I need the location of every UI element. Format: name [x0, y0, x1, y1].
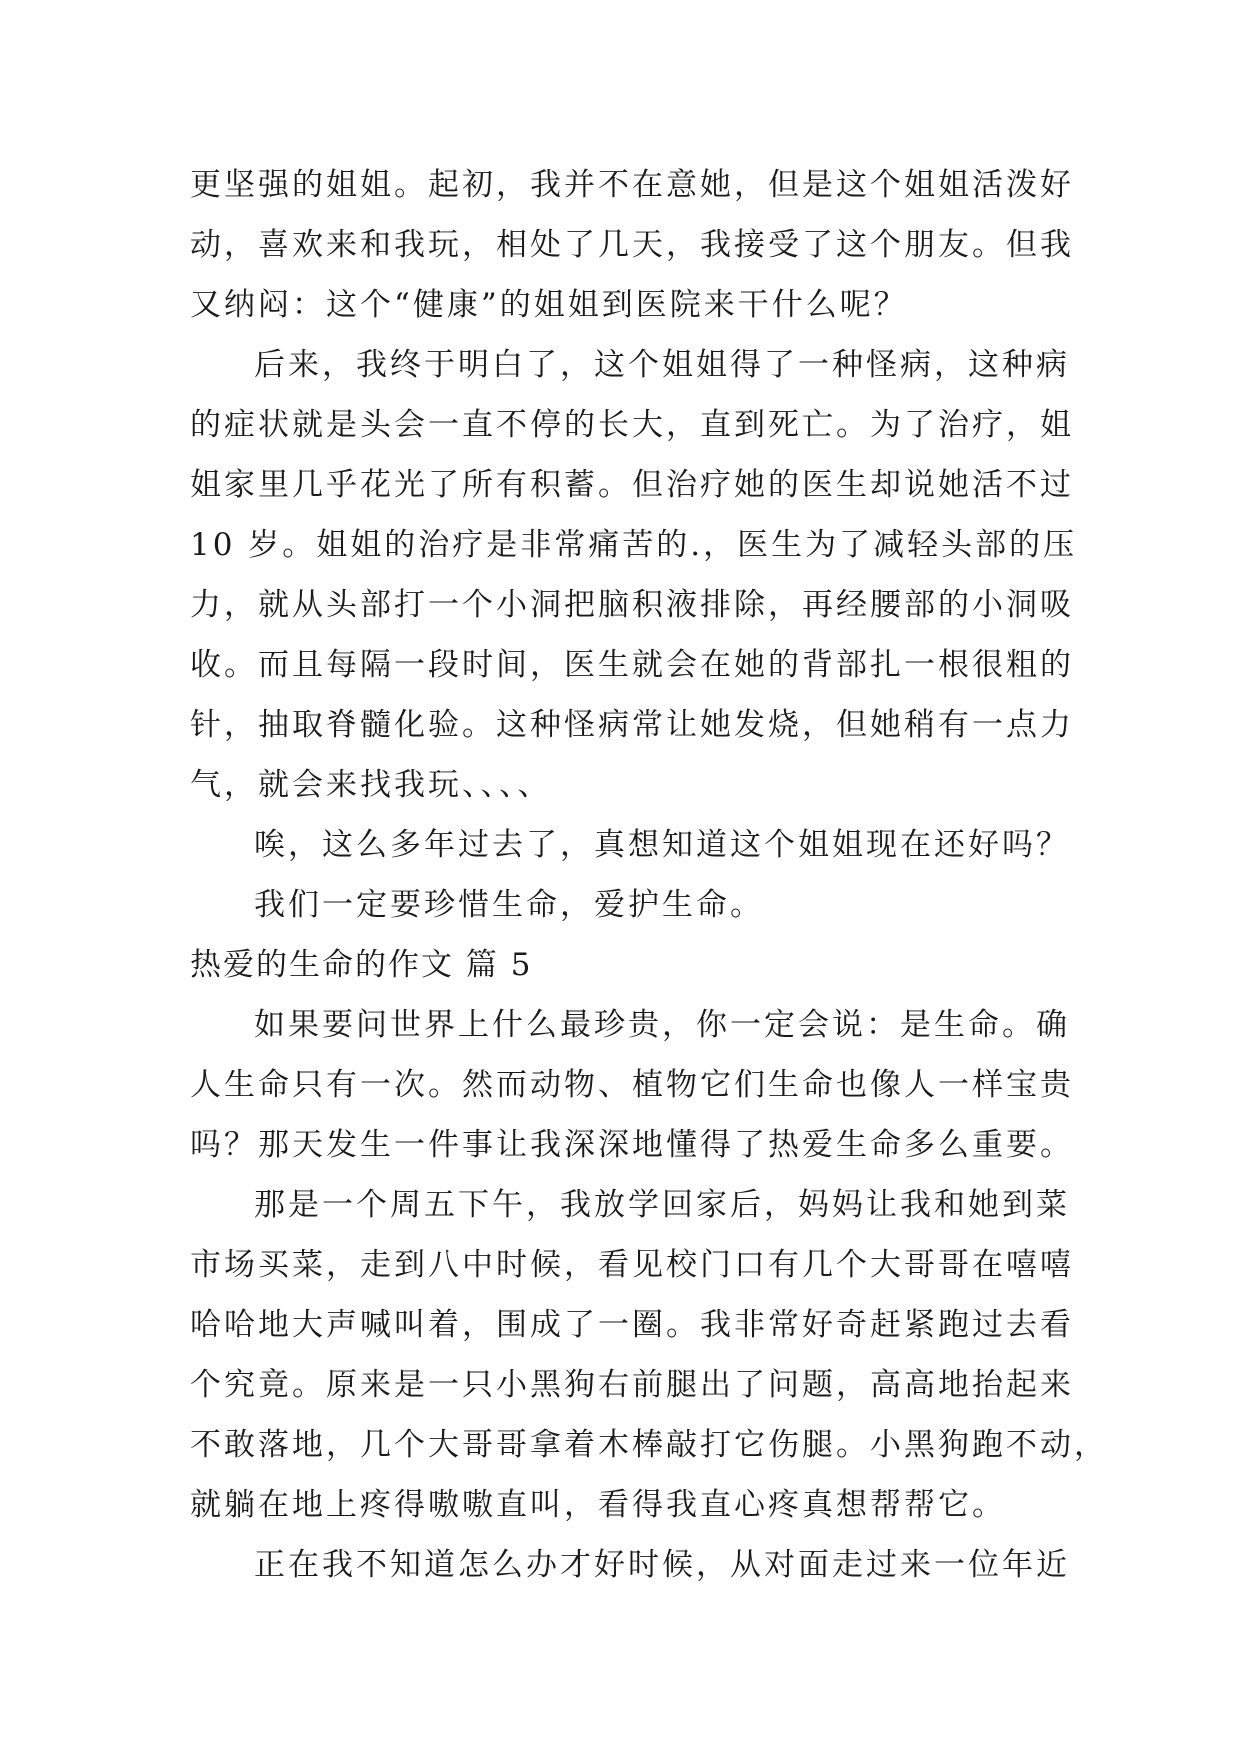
text-line: 个究竟。原来是一只小黑狗右前腿出了问题，高高地抬起来 [190, 1367, 1074, 1403]
text-line: 吗？那天发生一件事让我深深地懂得了热爱生命多么重要。 [190, 1127, 1074, 1163]
paragraph-start-line: 正在我不知道怎么办才好时候，从对面走过来一位年近 [254, 1547, 1070, 1583]
essay-body [190, 155, 1108, 1595]
paragraph-start-line: 唉，这么多年过去了，真想知道这个姐姐现在还好吗？ [254, 827, 1070, 863]
section-heading: 热爱的生命的作文 篇 5 [190, 947, 533, 983]
text-line: 姐家里几乎花光了所有积蓄。但治疗她的医生却说她活不过 [190, 467, 1074, 503]
text-line: 哈哈地大声喊叫着，围成了一圈。我非常好奇赶紧跑过去看 [190, 1307, 1074, 1343]
paragraph-start-line: 如果要问世界上什么最珍贵，你一定会说：是生命。确 [254, 1007, 1070, 1043]
paragraph-start-line: 那是一个周五下午，我放学回家后，妈妈让我和她到菜 [254, 1187, 1070, 1223]
text-line: 更坚强的姐姐。起初，我并不在意她，但是这个姐姐活泼好 [190, 167, 1074, 203]
text-line: 的症状就是头会一直不停的长大，直到死亡。为了治疗，姐 [190, 407, 1074, 443]
text-line: 市场买菜，走到八中时候，看见校门口有几个大哥哥在嘻嘻 [190, 1247, 1074, 1283]
paragraph-start-line: 我们一定要珍惜生命，爱护生命。 [254, 887, 764, 923]
text-line: 不敢落地，几个大哥哥拿着木棒敲打它伤腿。小黑狗跑不动， [190, 1427, 1108, 1463]
text-line: 人生命只有一次。然而动物、植物它们生命也像人一样宝贵 [190, 1067, 1074, 1103]
text-line: 就躺在地上疼得嗷嗷直叫，看得我直心疼真想帮帮它。 [190, 1487, 1006, 1523]
text-line: 力，就从头部打一个小洞把脑积液排除，再经腰部的小洞吸 [190, 587, 1074, 623]
paragraph-start-line: 后来，我终于明白了，这个姐姐得了一种怪病，这种病 [254, 347, 1070, 383]
text-line: 气，就会来找我玩、、、、 [190, 767, 552, 803]
text-line: 又纳闷：这个“健康”的姐姐到医院来干什么呢？ [190, 287, 908, 323]
text-line: 针，抽取脊髓化验。这种怪病常让她发烧，但她稍有一点力 [190, 707, 1074, 743]
text-line: 收。而且每隔一段时间，医生就会在她的背部扎一根很粗的 [190, 647, 1074, 683]
text-line: 动，喜欢来和我玩，相处了几天，我接受了这个朋友。但我 [190, 227, 1074, 263]
text-line: 10 岁。姐姐的治疗是非常痛苦的.，医生为了减轻头部的压 [190, 527, 1078, 563]
